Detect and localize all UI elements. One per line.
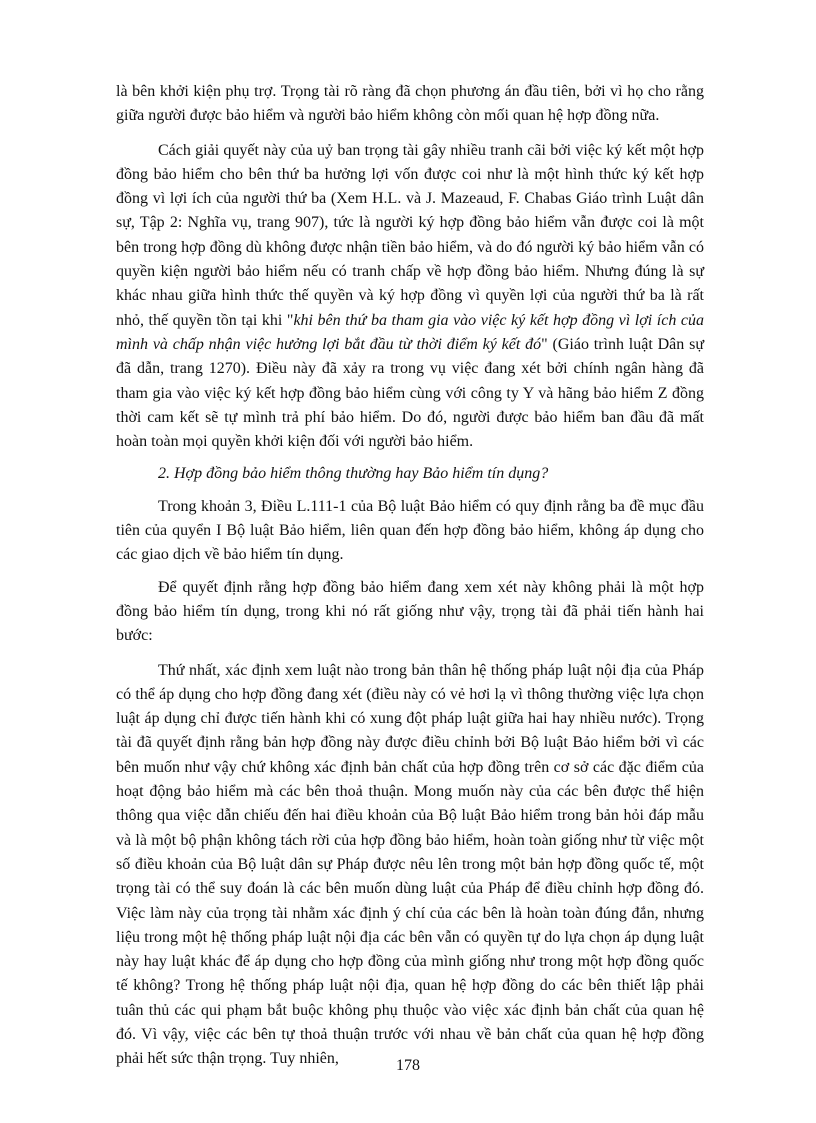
paragraph-text: Cách giải quyết này của uỷ ban trọng tài gây nhiều tranh cãi bởi việc ký kết một hợp đồng bảo hiểm cho bên thứ ba hưởng lợi vốn được coi như là một hình thức ký kết hợp đồng vì lợi ích của người thứ ba (Xem H.L. và J. Mazeaud, F. Chabas Giáo trình Luật dân sự, Tập 2: Nghĩa vụ, trang 907), tức là người ký hợp đồng bảo hiểm vẫn được coi là một bên trong hợp đồng dù không được nhận tiền bảo hiểm, và do đó người ký bảo hiểm vẫn có quyền kiện người bảo hiểm nếu có tranh chấp về hợp đồng bảo hiểm. Nhưng đúng là sự khác nhau giữa hình thức thế quyền và ký hợp đồng vì quyền lợi của người thứ ba là rất nhỏ, thế quyền tồn tại khi " bbox=[116, 141, 704, 329]
paragraph-first-step: Thứ nhất, xác định xem luật nào trong bản thân hệ thống pháp luật nội địa của Pháp có thể áp dụng cho hợp đồng đang xét (điều này có vẻ hơi lạ vì thông thường việc lựa chọn luật áp dụng chỉ được tiến hành khi có xung đột pháp luật giữa hai hay nhiều nước). Trọng tài đã quyết định rằng bản hợp đồng này được điều chỉnh bởi Bộ luật Bảo hiểm bởi vì các bên muốn như vậy chứ không xác định bản chất của hợp đồng trên cơ sở các đặc điểm của hoạt động bảo hiểm mà các bên thoả thuận. Mong muốn này của các bên được thể hiện thông qua việc dẫn chiếu đến hai điều khoản của Bộ luật Bảo hiểm trong bản hỏi đáp mẫu và là một bộ phận không tách rời của hợp đồng bảo hiểm, hoàn toàn giống như từ việc một số điều khoản của Bộ luật dân sự Pháp được nêu lên trong một bản hợp đồng quốc tế, một trọng tài có thể suy đoán là các bên muốn dùng luật của Pháp để điều chỉnh hợp đồng đó. Việc làm này của trọng tài nhằm xác định ý chí của các bên là hoàn toàn đúng đắn, nhưng liệu trong một hệ thống pháp luật nội địa các bên vẫn có quyền tự do lựa chọn áp dụng luật này hay luật khác để áp dụng cho hợp đồng của mình giống như trong một hợp đồng quốc tế không? Trong hệ thống pháp luật nội địa, quan hệ hợp đồng do các bên thiết lập phải tuân thủ các qui phạm bắt buộc không phụ thuộc vào việc xác định bản chất của quan hệ đó. Vì vậy, việc các bên tự thoả thuận trước với nhau về bản chất của quan hệ hợp đồng phải hết sức thận trọng. Tuy nhiên, bbox=[116, 661, 704, 1068]
paragraph-insurance-code: Trong khoản 3, Điều L.111-1 của Bộ luật Bảo hiểm có quy định rằng ba đề mục đầu tiên của quyển I Bộ luật Bảo hiểm, liên quan đến hợp đồng bảo hiểm, không áp dụng cho các giao dịch về bảo hiểm tín dụng. bbox=[116, 497, 704, 564]
page-number: 178 bbox=[396, 1057, 420, 1074]
quoted-text: khi bên thứ ba tham gia vào việc ký kết hợp đồng vì lợi ích của mình và chấp nhận việc hưởng lợi bắt đầu từ thời điểm ký kết đó bbox=[116, 311, 704, 353]
paragraph-two-steps: Để quyết định rằng hợp đồng bảo hiểm đang xem xét này không phải là một hợp đồng bảo hiểm tín dụng, trong khi nó rất giống như vậy, trọng tài đã phải tiến hành hai bước: bbox=[116, 578, 704, 645]
paragraph-continuation: là bên khởi kiện phụ trợ. Trọng tài rõ ràng đã chọn phương án đầu tiên, bởi vì họ cho rằng giữa người được bảo hiểm và người bảo hiểm không còn mối quan hệ hợp đồng nữa. bbox=[116, 83, 704, 125]
document-body bbox=[116, 80, 704, 1072]
paragraph-arbitration-dispute bbox=[116, 139, 704, 455]
section-heading: 2. Hợp đồng bảo hiểm thông thường hay Bảo hiểm tín dụng? bbox=[158, 465, 549, 483]
paragraph-text: " (Giáo trình luật Dân sự đã dẫn, trang 1270). Điều này đã xảy ra trong vụ việc đang xét bởi chính ngân hàng đã tham gia vào việc ký kết hợp đồng bảo hiểm cùng với công ty Y và hãng bảo hiểm Z đồng thời cam kết sẽ tự mình trả phí bảo hiểm. Do đó, người được bảo hiểm ban đầu đã mất hoàn toàn mọi quyền khởi kiện đối với người bảo hiểm. bbox=[116, 335, 704, 451]
